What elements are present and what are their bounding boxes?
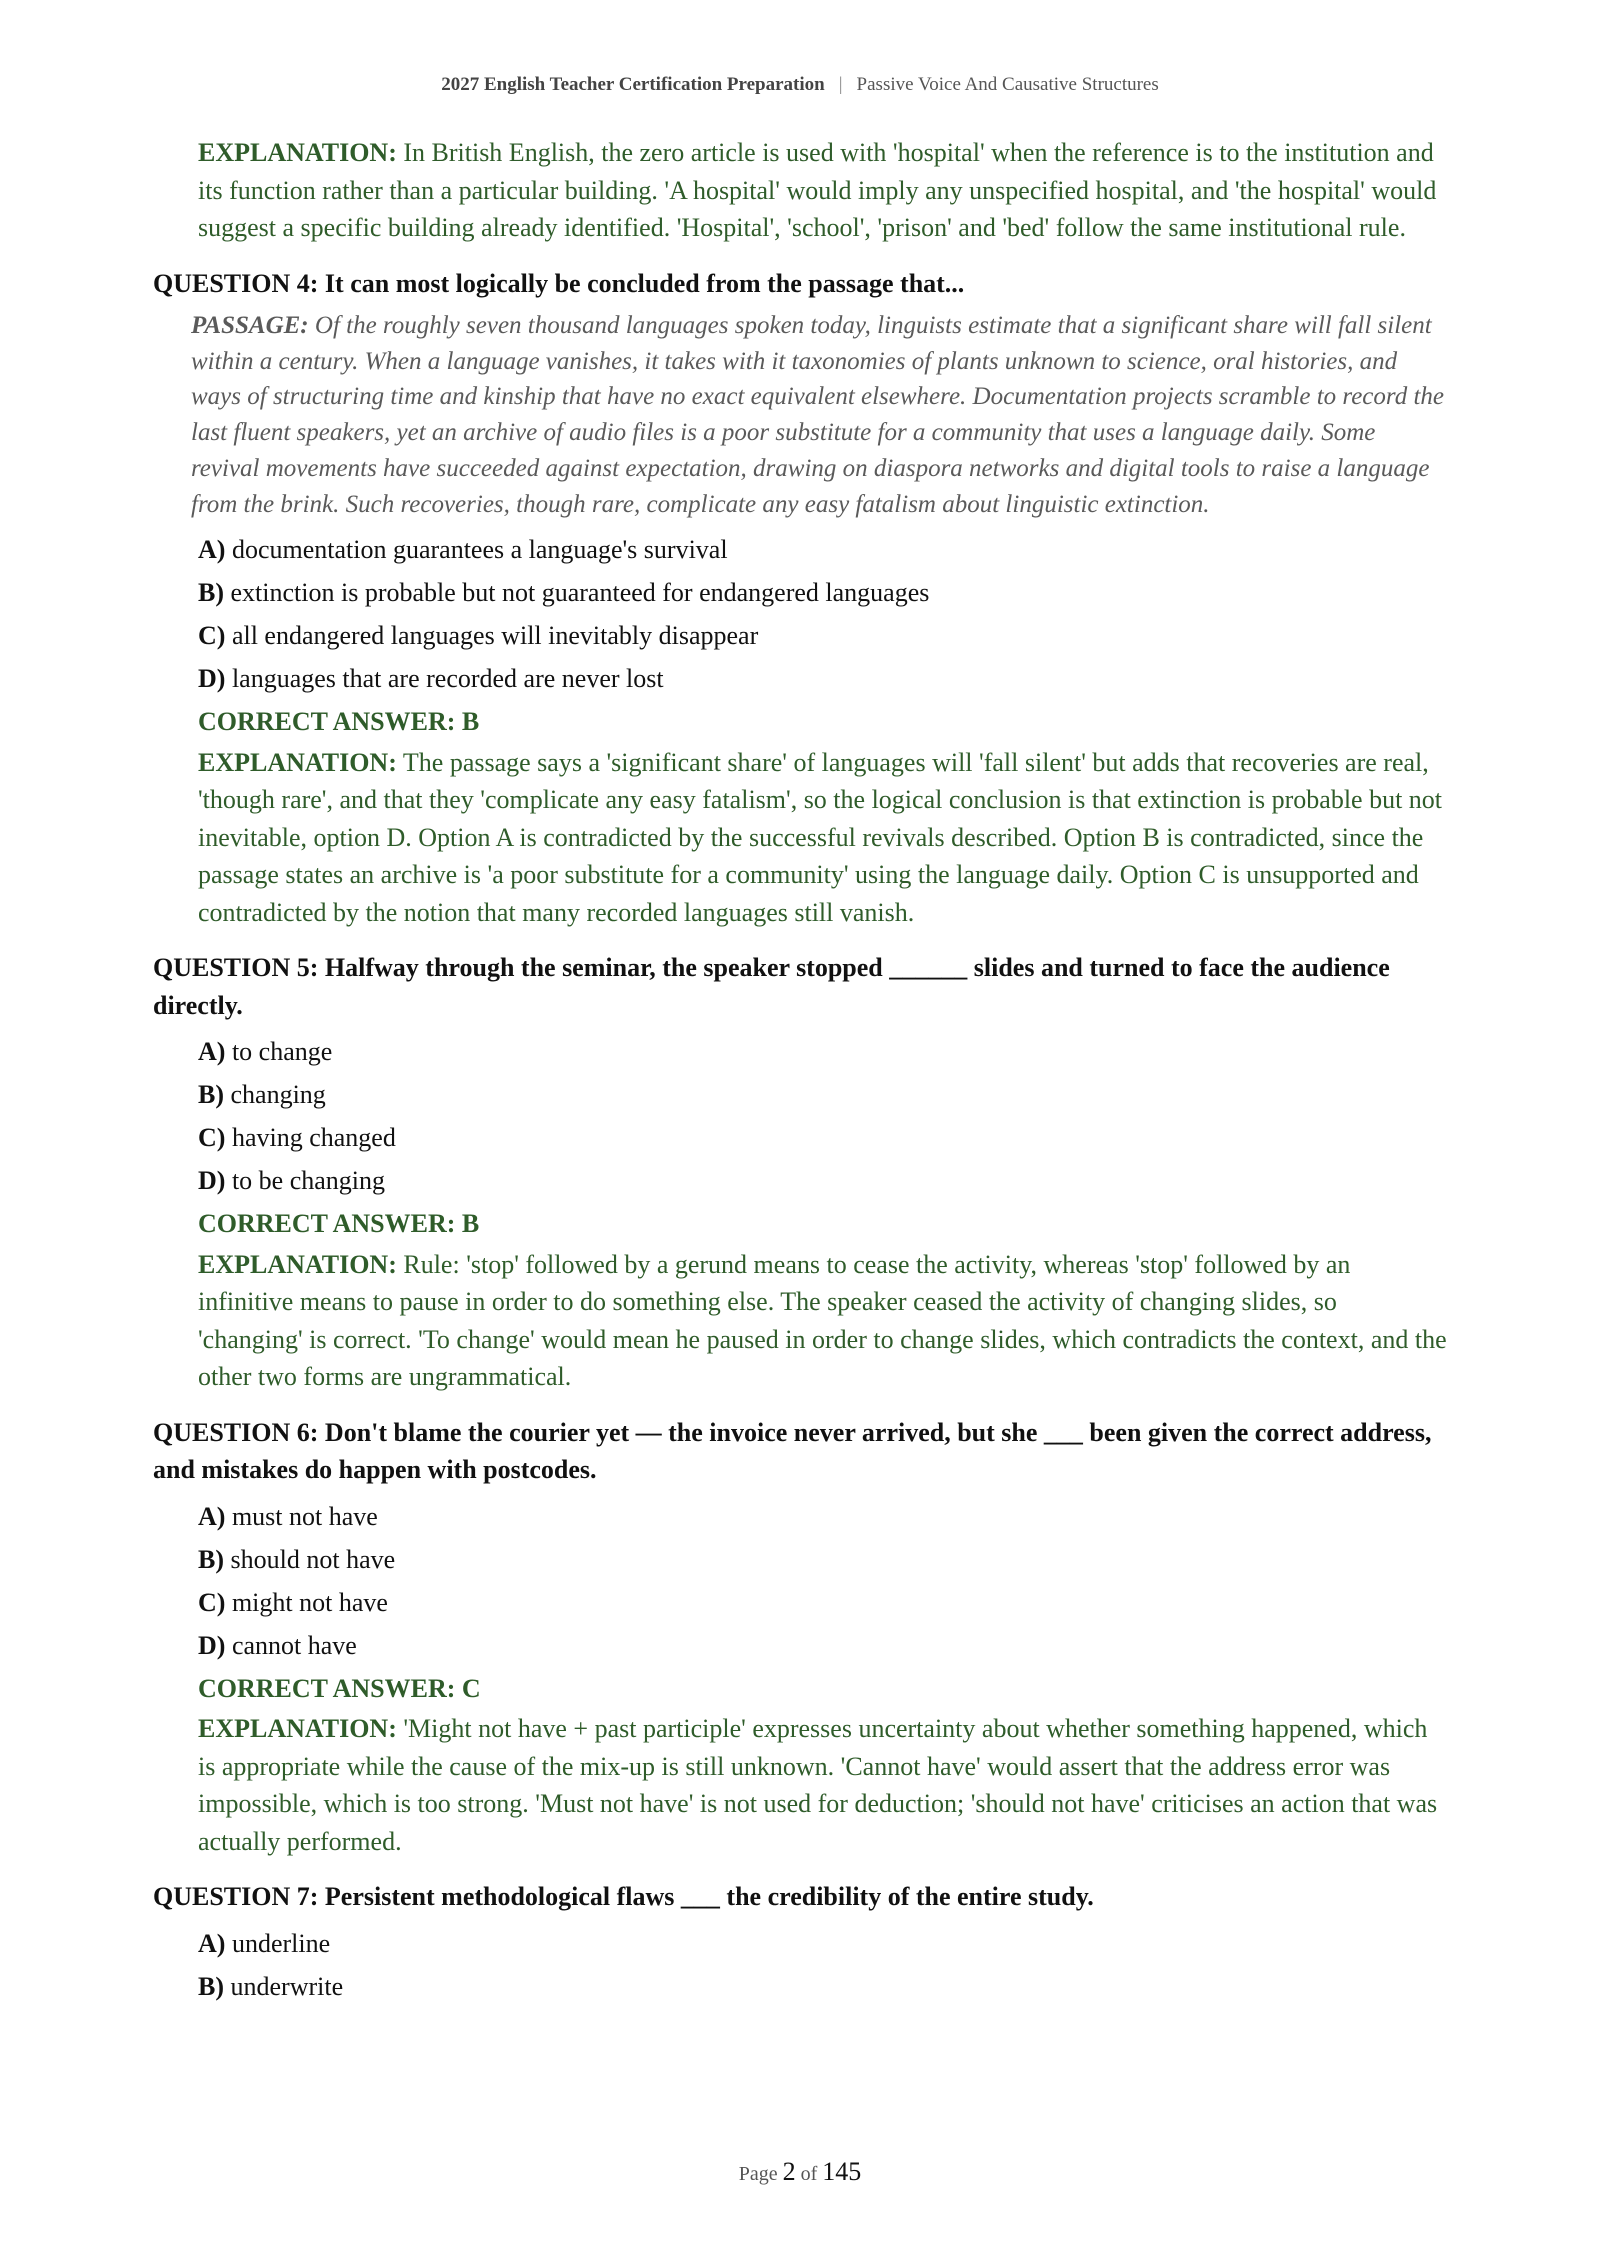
q6-question: QUESTION 6: Don't blame the courier yet — the invoice never arrived, but she ___ been given the correct address, and mistakes do happen with postcodes. — [153, 1417, 1432, 1485]
of-word: of — [800, 2163, 818, 2185]
q5-option-c: C) having changed — [198, 1123, 396, 1153]
total-pages: 145 — [822, 2157, 862, 2186]
explanation-label: EXPLANATION: — [198, 1249, 397, 1279]
q6-correct-answer: CORRECT ANSWER: C — [198, 1673, 481, 1703]
q6-option-c: C) might not have — [198, 1587, 388, 1617]
q7-option-a: A) underline — [198, 1928, 331, 1958]
q4-option-a: A) documentation guarantees a language's survival — [198, 535, 728, 565]
passage-label: PASSAGE: — [191, 312, 309, 339]
q6-options — [198, 1495, 1448, 1667]
q6-option-b: B) should not have — [198, 1544, 396, 1574]
q4-question: QUESTION 4: It can most logically be concluded from the passage that... — [153, 268, 965, 298]
q5-option-a: A) to change — [198, 1037, 333, 1067]
page-header — [0, 74, 1600, 96]
q4-correct-answer: CORRECT ANSWER: B — [198, 707, 480, 737]
q5-option-d: D) to be changing — [198, 1166, 386, 1196]
q7-question: QUESTION 7: Persistent methodological flaws ___ the credibility of the entire study. — [153, 1882, 1094, 1912]
q4-options — [198, 528, 1448, 700]
q5-explanation — [198, 1246, 1448, 1396]
q3-explanation — [198, 134, 1448, 247]
document-title: 2027 English Teacher Certification Preparation — [441, 74, 825, 95]
explanation-text: 'Might not have + past participle' expresses uncertainty about whether something happened, which is appropriate while the cause of the mix-up is still unknown. 'Cannot have' would assert that the address error was impossible, which is too strong. 'Must not have' is not used for deduction; 'should not have' criticises an action that was actually performed. — [198, 1714, 1438, 1856]
passage-text: Of the roughly seven thousand languages spoken today, linguists estimate that a significant share will fall silent within a century. When a language vanishes, it takes with it taxonomies of plants unknown to science, oral histories, and ways of structuring time and kinship that have no exact equivalent elsewhere. Documentation projects scramble to record the last fluent speakers, yet an archive of audio files is a poor substitute for a community that uses a language daily. Some revival movements have succeeded against expectation, drawing on diaspora networks and digital tools to raise a language from the brink. Such recoveries, though rare, complicate any easy fatalism about linguistic extinction. — [191, 312, 1444, 518]
q6-explanation — [198, 1710, 1448, 1860]
explanation-label: EXPLANATION: — [198, 1714, 397, 1744]
q4-passage — [191, 308, 1448, 522]
q5-correct-answer: CORRECT ANSWER: B — [198, 1209, 480, 1239]
q7-option-b: B) underwrite — [198, 1971, 344, 2001]
q5-question: QUESTION 5: Halfway through the seminar, the speaker stopped ______ slides and turned to face the audience directly. — [153, 953, 1390, 1020]
explanation-text: The passage says a 'significant share' of languages will 'fall silent' but adds that recoveries are real, 'though rare', and that they 'complicate any easy fatalism', so the logical conclusion is that extinction is probable but not inevitable, option D. Option A is contradicted by the successful revivals described. Option B is contradicted, since the passage states an archive is 'a poor substitute for a community' using the language daily. Option C is unsupported and contradicted by the notion that many recorded languages still vanish. — [198, 747, 1443, 927]
q4-option-b: B) extinction is probable but not guaranteed for endangered languages — [198, 578, 930, 608]
explanation-label: EXPLANATION: — [198, 747, 397, 777]
explanation-text: Rule: 'stop' followed by a gerund means to cease the activity, whereas 'stop' followed by an infinitive means to pause in order to do something else. The speaker ceased the activity of changing slides, so 'changing' is correct. 'To change' would mean he paused in order to change slides, which contradicts the context, and the other two forms are ungrammatical. — [198, 1249, 1447, 1392]
explanation-text: In British English, the zero article is used with 'hospital' when the reference is to the institution and its function rather than a particular building. 'A hospital' would imply any unspecified hospital, and 'the hospital' would suggest a specific building already identified. 'Hospital', 'school', 'prison' and 'bed' follow the same institutional rule. — [198, 138, 1437, 242]
explanation-label: EXPLANATION: — [198, 138, 397, 167]
q5-options — [198, 1030, 1448, 1202]
q7-options — [198, 1922, 1448, 2008]
q4-option-d: D) languages that are recorded are never lost — [198, 664, 664, 694]
page-footer — [0, 2157, 1600, 2187]
q4-explanation — [198, 744, 1448, 932]
q6-option-d: D) cannot have — [198, 1630, 357, 1660]
q4-option-c: C) all endangered languages will inevitably disappear — [198, 621, 759, 651]
header-separator: | — [838, 74, 843, 95]
page-word: Page — [738, 2163, 778, 2185]
page-number: 2 — [782, 2157, 796, 2186]
q5-option-b: B) changing — [198, 1080, 326, 1110]
section-title: Passive Voice And Causative Structures — [856, 74, 1159, 95]
q6-option-a: A) must not have — [198, 1501, 378, 1531]
page-content — [153, 134, 1448, 2008]
